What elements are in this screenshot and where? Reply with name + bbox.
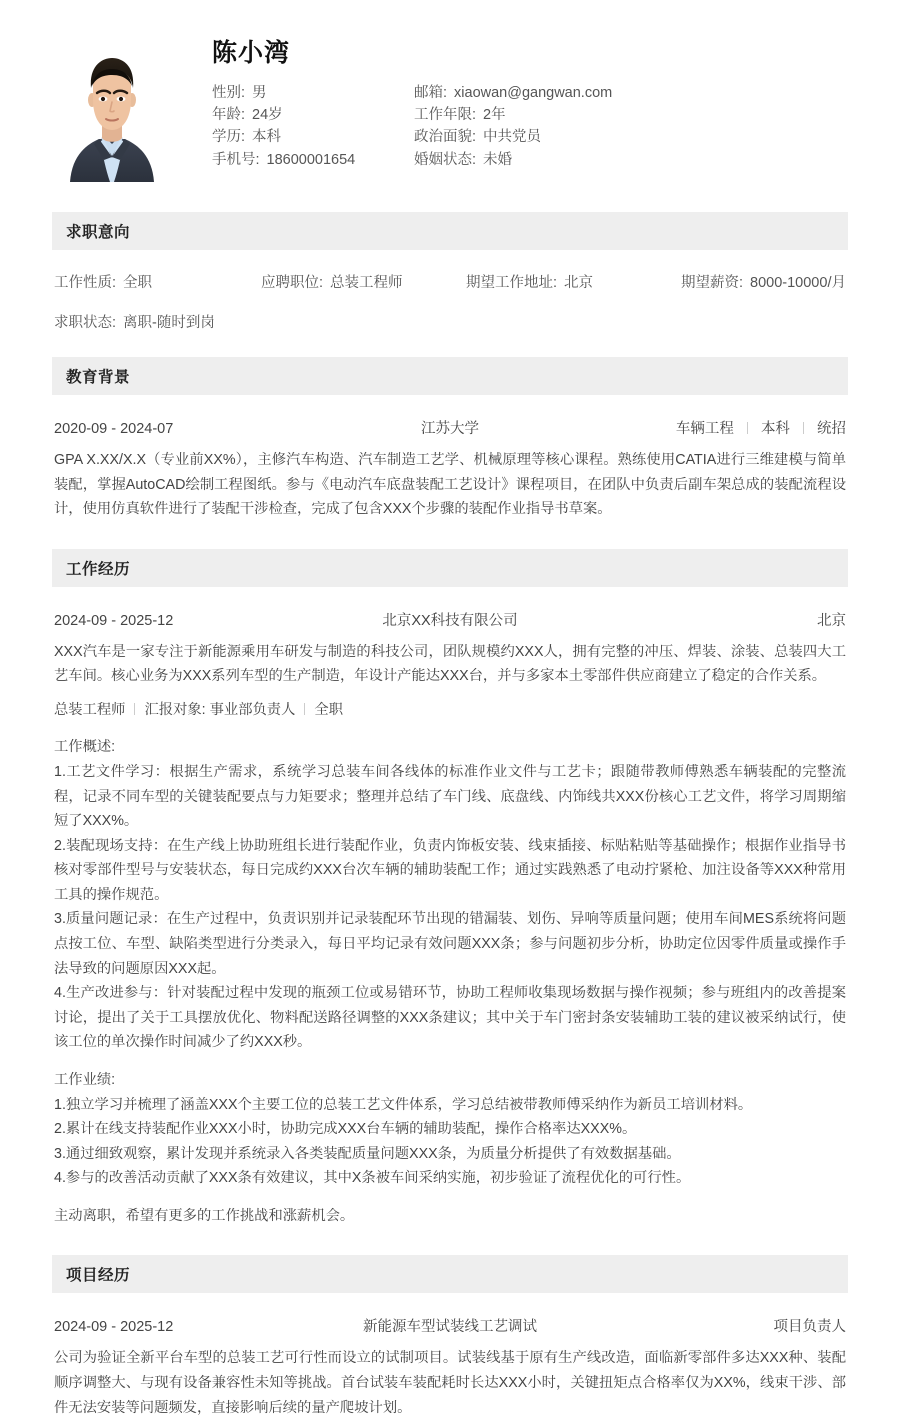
spacer — [54, 722, 846, 735]
project-name: 新能源车型试装线工艺调试 — [363, 1319, 537, 1336]
info-marital-status-label: 婚姻状态: — [414, 151, 477, 168]
spacer — [54, 1191, 846, 1204]
intent-salary-label: 期望薪资: — [681, 275, 744, 291]
info-gender-value: 男 — [252, 84, 267, 101]
intent-status-label: 求职状态: — [54, 315, 117, 332]
education-tags — [546, 417, 846, 438]
job-intent-block — [52, 250, 848, 347]
spacer — [54, 1055, 846, 1068]
intent-nature — [54, 272, 261, 294]
education-tag-major: 车辆工程 — [675, 420, 734, 437]
work-achievement-title: 工作业绩: — [54, 1071, 116, 1088]
info-experience-years-value: 2年 — [483, 106, 506, 123]
info-gender — [202, 82, 414, 104]
section-title-education: 教育背景 — [66, 368, 131, 386]
work-employment-type: 全职 — [314, 701, 343, 718]
intent-salary-value: 8000-10000/月 — [750, 275, 846, 291]
info-email — [414, 82, 848, 104]
info-phone-label: 手机号: — [212, 151, 260, 168]
intent-location-value: 北京 — [564, 275, 594, 291]
work-achievement-item-1: 1.独立学习并梳理了涵盖XXX个主要工位的总装工艺文件体系，学习总结被带教师傅采纳作为新员工培训材料。 — [54, 1096, 753, 1113]
work-report-to: 汇报对象: 事业部负责人 — [144, 701, 296, 718]
work-achievement-item-2: 2.累计在线支持装配作业XXX小时，协助完成XXX台车辆的辅助装配，操作合格率达XXX%。 — [54, 1121, 637, 1138]
section-header-job-intent — [52, 212, 848, 250]
work-date: 2024-09 - 2025-12 — [54, 612, 174, 629]
avatar — [52, 38, 172, 182]
info-age-value: 24岁 — [252, 106, 283, 123]
work-role-title: 总装工程师 — [54, 701, 126, 718]
section-header-education — [52, 357, 848, 395]
work-row — [54, 587, 846, 638]
info-email-label: 邮箱: — [414, 84, 448, 101]
education-school: 江苏大学 — [421, 420, 479, 437]
work-leave-reason: 主动离职，希望有更多的工作挑战和涨薪机会。 — [54, 1207, 355, 1224]
divider — [304, 703, 305, 715]
education-tag-admission: 统招 — [817, 420, 846, 437]
info-degree-label: 学历: — [212, 129, 246, 146]
project-date: 2024-09 - 2025-12 — [54, 1319, 174, 1336]
work-overview-item-4: 4.生产改进参与：针对装配过程中发现的瓶颈工位或易错环节，协助工程师收集现场数据与操作视频；参与班组内的改善提案讨论，提出了关于工具摆放优化、物料配送路径调整的XXX条建议；其中关于车门密封条安装辅助工装的建议被采纳试行，使该工位的单次操作时间减少了约XXX秒。 — [54, 985, 846, 1051]
work-role-tags — [54, 698, 846, 723]
intent-salary — [681, 272, 846, 294]
info-political-status — [414, 126, 848, 148]
education-description: GPA X.XX/X.X（专业前XX%），主修汽车构造、汽车制造工艺学、机械原理等核心课程。熟练使用CATIA进行三维建模与简单装配，掌握AutoCAD绘制工程图纸。参与《电动汽车底盘装配工艺设计》课程项目，在团队中负责后副车架总成的装配流程设计，使用仿真软件进行了装配干涉检查，完成了包含XXX个步骤的装配作业指导书草案。 — [54, 451, 846, 518]
work-company-description: XXX汽车是一家专注于新能源乘用车研发与制造的科技公司，团队规模约XXX人，拥有完整的冲压、焊装、涂装、总装四大工艺车间。核心业务为XXX系列车型的生产制造，年设计产能达XXX台，并与多家本土零部件供应商建立了稳定的合作关系。 — [54, 643, 846, 685]
info-age-label: 年龄: — [212, 106, 246, 123]
intent-nature-label: 工作性质: — [54, 275, 117, 291]
page-title: 陈小湾 — [212, 39, 291, 67]
intent-position — [261, 272, 466, 294]
section-title-work: 工作经历 — [66, 560, 131, 578]
section-header-project — [52, 1255, 848, 1293]
basic-info-left-column — [202, 82, 414, 172]
work-achievement-item-3: 3.通过细致观察，累计发现并系统录入各类装配质量问题XXX条，为质量分析提供了有效数据基础。 — [54, 1145, 681, 1162]
info-degree — [202, 126, 414, 148]
section-title-job-intent: 求职意向 — [66, 224, 131, 241]
work-achievement-item-4: 4.参与的改善活动贡献了XXX条有效建议，其中X条被车间采纳实施，初步验证了流程优化的可行性。 — [54, 1170, 691, 1187]
intent-position-value: 总装工程师 — [330, 275, 403, 291]
education-block — [52, 395, 848, 539]
job-intent-row-1 — [54, 250, 846, 298]
intent-status-value: 离职-随时到岗 — [123, 315, 215, 332]
info-phone — [202, 149, 414, 171]
basic-info-right-column — [414, 82, 848, 172]
project-description: 公司为验证全新平台车型的总装工艺可行性而设立的试制项目。试装线基于原有生产线改造，面临新零部件多达XXX种、装配顺序调整大、与现有设备兼容性未知等挑战。首台试装车装配耗时长达XXX小时，关键扭矩点合格率仅为XX%，线束干涉、部件无法安装等问题频发，直接影响后续的量产爬坡计划。 — [54, 1350, 846, 1416]
intent-position-label: 应聘职位: — [261, 275, 324, 291]
intent-status — [54, 312, 215, 334]
work-company: 北京XX科技有限公司 — [382, 612, 518, 629]
profile-header — [52, 0, 848, 202]
education-row — [54, 395, 846, 446]
work-overview-item-2: 2.装配现场支持：在生产线上协助班组长进行装配作业，负责内饰板安装、线束插接、标贴粘贴等基础操作；根据作业指导书核对零部件型号与安装状态，每日完成约XXX台次车辆的辅助装配工作；通过实践熟悉了电动拧紧枪、加注设备等XXX种常用工具的操作规范。 — [54, 837, 846, 903]
info-phone-value: 18600001654 — [266, 151, 356, 168]
spacer — [54, 522, 846, 539]
job-intent-row-2 — [54, 298, 846, 346]
work-overview-title: 工作概述: — [54, 739, 116, 756]
intent-nature-value: 全职 — [123, 275, 153, 291]
project-block — [52, 1293, 848, 1420]
info-experience-years-label: 工作年限: — [414, 106, 477, 123]
education-date: 2020-09 - 2024-07 — [54, 420, 174, 437]
info-gender-label: 性别: — [212, 84, 246, 101]
intent-location-label: 期望工作地址: — [466, 275, 558, 291]
info-experience-years — [414, 104, 848, 126]
project-role: 项目负责人 — [773, 1319, 846, 1336]
info-email-value: xiaowan@gangwan.com — [454, 84, 613, 101]
basic-info-grid — [202, 82, 848, 172]
info-marital-status — [414, 149, 848, 171]
info-political-status-value: 中共党员 — [483, 129, 542, 146]
info-marital-status-value: 未婚 — [483, 151, 513, 168]
section-title-project: 项目经历 — [66, 1267, 131, 1285]
info-age — [202, 104, 414, 126]
divider — [747, 422, 748, 434]
work-block — [52, 587, 848, 1246]
profile-details — [172, 38, 848, 171]
divider — [134, 703, 135, 715]
divider — [803, 422, 804, 434]
info-political-status-label: 政治面貌: — [414, 129, 477, 146]
project-row — [54, 1293, 846, 1344]
education-tag-degree: 本科 — [760, 420, 790, 437]
info-degree-value: 本科 — [252, 129, 282, 146]
profile-photo-icon — [52, 38, 172, 182]
work-overview-item-3: 3.质量问题记录：在生产过程中，负责识别并记录装配环节出现的错漏装、划伤、异响等质量问题；使用车间MES系统将问题点按工位、车型、缺陷类型进行分类录入，每日平均记录有效问题XXX条；参与问题初步分析，协助定位因零件质量或操作手法导致的问题原因XXX起。 — [54, 911, 846, 977]
section-header-work — [52, 549, 848, 587]
intent-location — [466, 272, 681, 294]
work-location: 北京 — [817, 612, 846, 629]
spacer — [54, 1228, 846, 1245]
work-overview-item-1: 1.工艺文件学习：根据生产需求，系统学习总装车间各线体的标准作业文件与工艺卡；跟随带教师傅熟悉车辆装配的完整流程，记录不同车型的关键装配要点与力矩要求；整理并总结了车门线、底盘线、内饰线共XXX份核心工艺文件，将学习周期缩短了XXX%。 — [54, 763, 846, 830]
